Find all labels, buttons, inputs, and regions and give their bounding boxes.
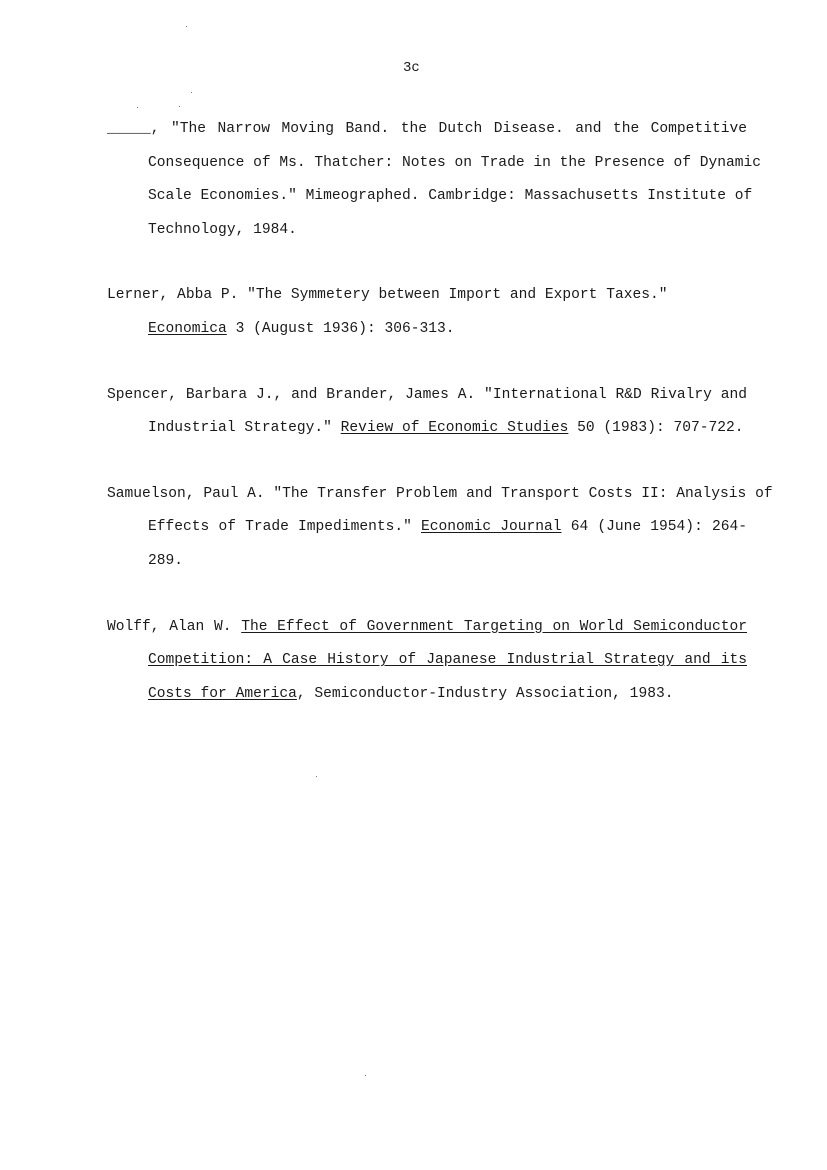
scan-speck [186, 26, 187, 27]
reference-line: Industrial Strategy." Review of Economic Studies 50 (1983): 707-722. [148, 420, 744, 437]
page-number: 3c [403, 60, 420, 76]
scan-speck [191, 92, 192, 93]
book-title: Competition: A Case History of Japanese Industrial Strategy and its [148, 652, 747, 669]
reference-entry [107, 379, 747, 446]
reference-line: Lerner, Abba P. "The Symmetery between Import and Export Taxes." [107, 287, 668, 304]
journal-title: Economic Journal [421, 519, 562, 536]
reference-line: Costs for America, Semiconductor-Industry Association, 1983. [148, 685, 674, 702]
reference-line: 289. [148, 552, 184, 569]
scan-speck [365, 1075, 366, 1076]
scan-speck [179, 106, 180, 107]
reference-line: Spencer, Barbara J., and Brander, James A. "International R&D Rivalry and [107, 386, 747, 403]
reference-entry [107, 611, 747, 712]
journal-title: Economica [148, 320, 227, 337]
reference-line: Economica 3 (August 1936): 306-313. [148, 320, 455, 337]
reference-entry [107, 279, 747, 346]
scan-speck [137, 107, 138, 108]
journal-title: Review of Economic Studies [340, 420, 569, 437]
reference-line: Scale Economies." Mimeographed. Cambridge: Massachusetts Institute of [148, 188, 753, 205]
reference-list [107, 113, 773, 743]
scan-speck [316, 776, 317, 777]
reference-line: Technology, 1984. [148, 221, 297, 238]
reference-entry [107, 113, 762, 247]
book-title: The Effect of Government Targeting on World Semiconductor [241, 618, 747, 635]
reference-line: Samuelson, Paul A. "The Transfer Problem and Transport Costs II: Analysis of [107, 485, 773, 502]
reference-line [107, 644, 747, 678]
reference-line: Consequence of Ms. Thatcher: Notes on Trade in the Presence of Dynamic [148, 154, 762, 171]
reference-line: Wolff, Alan W. The Effect of Government Targeting on World Semiconductor [107, 618, 747, 635]
reference-line: _____, "The Narrow Moving Band. the Dutch Disease. and the Competitive [107, 121, 747, 137]
book-title: Costs for America [148, 685, 297, 702]
reference-entry [107, 478, 773, 579]
reference-line: Effects of Trade Impediments." Economic Journal 64 (June 1954): 264- [148, 519, 747, 536]
